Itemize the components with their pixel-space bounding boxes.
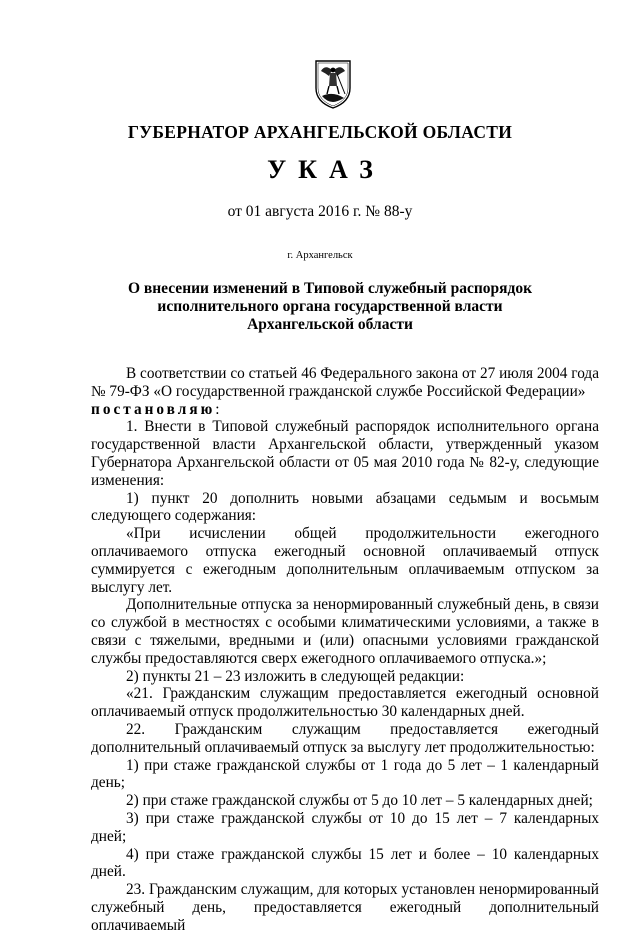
paragraph-subitem-1: 1) пункт 20 дополнить новыми абзацами седьмым и восьмым следующего содержания: (91, 489, 599, 525)
decree-colon: : (215, 400, 220, 418)
subject-line-2: исполнительного органа государственной власти (157, 298, 503, 315)
paragraph-subitem-2: 2) пункты 21 – 23 изложить в следующей редакции: (126, 667, 465, 685)
subject-line-3: Архангельской области (247, 316, 413, 333)
paragraph-preamble: В соответствии со статьей 46 Федерального закона от 27 июля 2004 года № 79-ФЗ «О государственной гражданской службе Российской Федерации» (91, 365, 599, 400)
paragraph-clause-22-1: 1) при стаже гражданской службы от 1 года до 5 лет – 1 календарный день; (91, 756, 599, 792)
governor-title: ГУБЕРНАТОР АРХАНГЕЛЬСКОЙ ОБЛАСТИ (127, 122, 513, 142)
decree-date-number: от 01 августа 2016 г. № 88-у (227, 203, 413, 220)
decree-word: постановляю (91, 400, 216, 418)
paragraph-decree-word (91, 401, 599, 419)
paragraph-quote-2: Дополнительные отпуска за ненормированный служебный день, в связи со службой в местностях с особыми климатическими условиями, а также в связи с тяжелыми, вредными и (или) опасными условиями гражданской службы предоставляются сверх ежегодного оплачиваемого отпуска.»; (91, 596, 599, 667)
paragraph-quote-1: «При исчислении общей продолжительности ежегодного оплачиваемого отпуска ежегодный основной оплачиваемый отпуск суммируется с ежегодным дополнительным оплачиваемым отпуском за выслугу лет. (91, 525, 599, 596)
decree-title: УКАЗ (267, 155, 385, 184)
paragraph-item-1: 1. Внести в Типовой служебный распорядок исполнительного органа государственной власти Архангельской области, утвержденный указом Губернатора Архангельской области от 05 мая 2010 года № 82-у, следующие изменения: (91, 418, 599, 489)
subject-line-1: О внесении изменений в Типовой служебный распорядок (127, 280, 533, 297)
decree-subject (80, 280, 580, 334)
paragraph-clause-22: 22. Гражданским служащим предоставляется ежегодный дополнительный оплачиваемый отпуск за выслугу лет продолжительностью: (91, 720, 599, 756)
paragraph-clause-22-3: 3) при стаже гражданской службы от 10 до 15 лет – 7 календарных дней; (91, 809, 599, 845)
paragraph-clause-21: «21. Гражданским служащим предоставляется ежегодный основной оплачиваемый отпуск продолжительностью 30 календарных дней. (91, 685, 599, 721)
paragraph-clause-23: 23. Гражданским служащим, для которых установлен ненормированный служебный день, предоставляется ежегодный дополнительный оплачиваемый (91, 881, 599, 934)
decree-city: г. Архангельск (287, 250, 353, 261)
paragraph-clause-22-4: 4) при стаже гражданской службы 15 лет и более – 10 календарных дней. (91, 845, 599, 881)
paragraph-clause-22-2: 2) при стаже гражданской службы от 5 до 10 лет – 5 календарных дней; (126, 792, 593, 810)
decree-body (91, 365, 599, 935)
arkhangelsk-coat-of-arms-icon (313, 58, 353, 110)
